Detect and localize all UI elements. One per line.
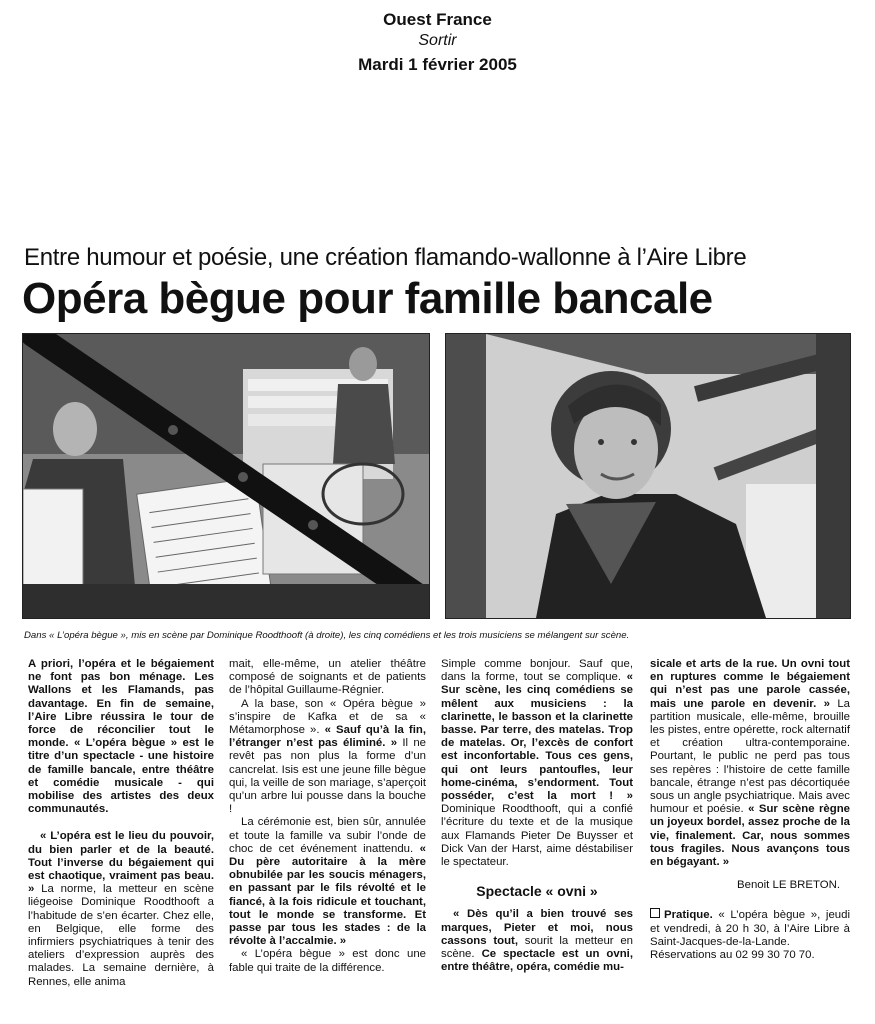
quote: « Dès qu’il a bien trouvé ses marques, Pieter et moi, nous cassons tout, [441,908,633,947]
practical-info [650,908,850,962]
paragraph [28,830,214,988]
quote: « Sauf qu’à la fin, l’étranger n’est pas éliminé. » [229,724,426,750]
article-column-2 [229,658,426,975]
quote: « Sur scène, les cinq comédiens se mêlent aux musiciens : la clarinette, le basson et la clarinette basse. Par terre, des matelas. Trop de matelas. Or, l’excès de confort est inconfortable. Tous ces gens, qui ont leurs pantoufles, leur home-cinéma, s’endorment. Tout posséder, c’est la mort ! » [441,671,633,803]
section-name: Sortir [418,32,457,49]
practical-text: « L’opéra bègue », jeudi et vendredi, à 20 h 30, à l’Aire Libre à Saint-Jacques-de-la-Lande. Réservations au 02 99 30 70 70. [650,909,850,962]
paragraph: « L’opéra bègue » est donc une fable qui traite de la différence. [229,948,426,974]
text: La cérémonie est, bien sûr, annulée et toute la famille va subir l’onde de choc de cet événement inattendu. [229,816,426,855]
text: Il ne revêt pas non plus la forme d’un cancrelat. Isis est une jeune fille bègue qui, la veille de son mariage, s’aperçoit qu’un arbre lui pousse dans la bouche ! [229,737,426,816]
article-column-4 [650,658,850,962]
quote: « L’opéra est le lieu du pouvoir, du bien parler et de la beauté. Tout l’inverse du bégaiement qui est chaotique, vraiment pas beau. » [28,830,214,896]
photo-caption: Dans « L’opéra bègue », mis en scène par Dominique Roodthooft (à droite), les cinq comédiens et les trois musiciens se mélangent sur scène. [24,630,630,641]
paragraph [229,816,426,948]
quote: Ce spectacle est un ovni, entre théâtre, opéra, comédie mu- [441,948,633,974]
paragraph [229,698,426,817]
text: La norme, la metteur en scène liégeoise Dominique Roodthooft a l’habitude de s’en écarter. Chez elle, en Belgique, elle forme des infirmiers psychiatriques à tenir des ateliers d’expression auprès des malades. La semaine dernière, à Rennes, elle anima [28,883,214,988]
article-title: Opéra bègue pour famille bancale [22,274,713,323]
paragraph: mait, elle-même, un atelier théâtre composé de soignants et de patients de l’hôpital Guillaume-Régnier. [229,658,426,697]
paragraph [441,908,633,974]
text: sourit la metteur en scène. [441,934,634,961]
paragraph [650,658,850,869]
article-column-1 [28,658,214,989]
publication-name: Ouest France [383,10,492,29]
text: A la base, son « Opéra bègue » s’inspire de Kafka et de sa « Métamorphose ». [229,697,426,737]
author-signature: Benoit LE BRETON. [737,879,840,892]
publication-date: Mardi 1 février 2005 [358,55,517,74]
article-lead: A priori, l’opéra et le bégaiement ne font pas bon ménage. Les Wallons et les Flamands, pas davantage. En fin de semaine, l’Aire Libre réussira le tour de force de réconcilier tout le monde. « L’opéra bègue » est le titre d’un spectacle - une histoire de famille bancale, entre théâtre et comédie musicale - qui mobilise des artistes des deux communautés. [28,658,214,816]
paragraph [441,658,633,869]
practical-label: Pratique. [664,909,713,922]
article-kicker: Entre humour et poésie, une création flamando-wallonne à l’Aire Libre [24,244,747,271]
text: La partition musicale, elle-même, brouille les pistes, entre opérette, rock alternatif et création ultra-contemporaine. Pourtant, le public ne perd pas tous ses repères : l’histoire de cette famille bancale, étrange n’est pas décortiquée sous un angle psychiatrique. Mais avec humour et poésie. [650,697,850,816]
quote: sicale et arts de la rue. Un ovni tout en ruptures comme le bégaiement qui n’est pas une parole cassée, mais une parole en devenir. » [650,658,850,710]
quote: « Du père autoritaire à la mère obnubilée par les soucis ménagers, en passant par le fils révolté et le fiancé, à la fois ridicule et touchant, tout le monde se transforme. Et passe par tous les stades : de la révolte à l’accalmie. » [229,842,426,948]
subheading: Spectacle « ovni » [476,883,598,900]
square-bullet-icon [650,908,660,918]
photo-musicians [22,333,430,619]
text: Simple comme bonjour. Sauf que, dans la forme, tout se complique. [441,658,633,684]
photo-director-portrait [445,333,851,619]
quote: « Sur scène règne un joyeux bordel, assez proche de la vie, finalement. Car, nous sommes tous fragiles. Nous avançons tous en bégayant. » [650,803,850,869]
article-column-3 [441,658,633,974]
text: Dominique Roodthooft, qui a confié l’écriture du texte et de la musique aux Flamands Pieter De Buysser et Dick Van der Harst, aime déstabiliser le spectateur. [441,803,633,869]
